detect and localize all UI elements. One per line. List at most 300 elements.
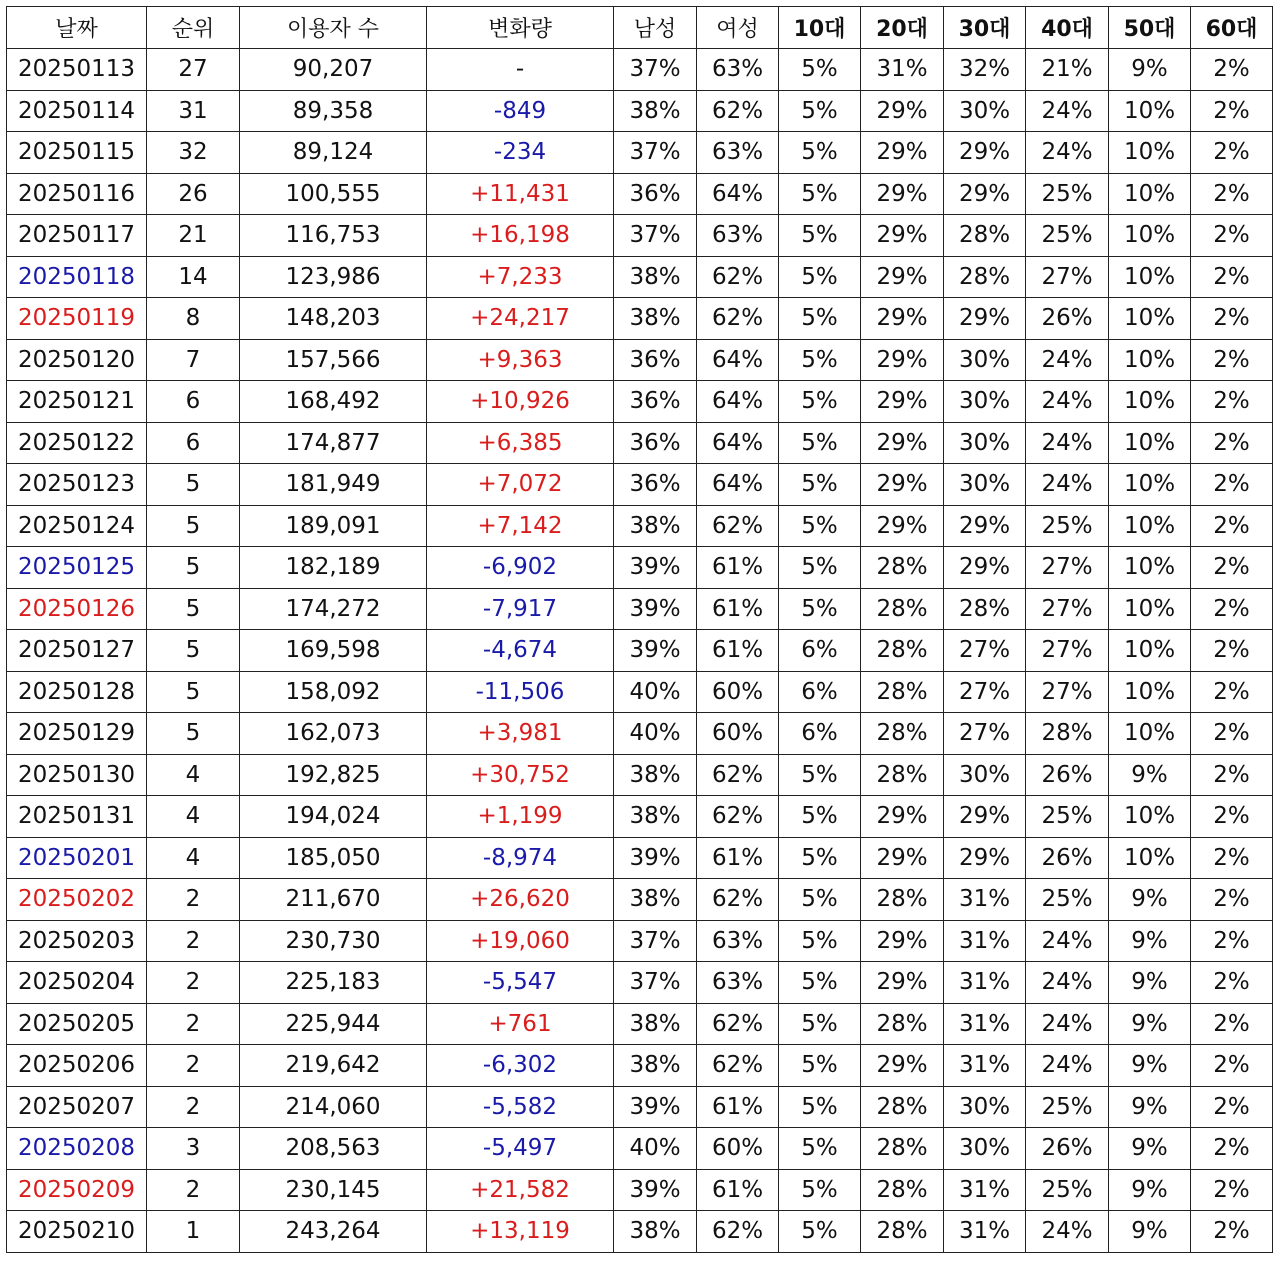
change-cell: +7,072 [427, 464, 614, 506]
age-50s-cell: 9% [1109, 1211, 1191, 1253]
users-cell: 168,492 [240, 381, 427, 423]
age-60s-cell: 2% [1191, 920, 1273, 962]
age-10s-cell: 5% [779, 298, 861, 340]
age-50s-cell: 10% [1109, 173, 1191, 215]
table-row [7, 49, 1273, 91]
rank-cell: 32 [147, 132, 240, 174]
date-cell: 20250127 [7, 630, 147, 672]
female-cell: 61% [697, 1086, 779, 1128]
age-60s-cell: 2% [1191, 588, 1273, 630]
age-60s-cell: 2% [1191, 1169, 1273, 1211]
date-cell: 20250204 [7, 962, 147, 1004]
table-row [7, 1211, 1273, 1253]
female-cell: 61% [697, 837, 779, 879]
age-40s-cell: 21% [1026, 49, 1109, 91]
users-cell: 158,092 [240, 671, 427, 713]
date-cell: 20250202 [7, 879, 147, 921]
rank-cell: 4 [147, 754, 240, 796]
age-10s-cell: 5% [779, 754, 861, 796]
age-60s-cell: 2% [1191, 713, 1273, 755]
age-40s-cell: 25% [1026, 173, 1109, 215]
table-row [7, 381, 1273, 423]
table-row [7, 132, 1273, 174]
age-30s-cell: 29% [944, 547, 1026, 589]
users-cell: 189,091 [240, 505, 427, 547]
change-cell: +7,142 [427, 505, 614, 547]
male-cell: 40% [614, 671, 697, 713]
table-row [7, 173, 1273, 215]
date-cell: 20250113 [7, 49, 147, 91]
age-10s-cell: 5% [779, 588, 861, 630]
age-30s-cell: 29% [944, 173, 1026, 215]
age-20s-cell: 29% [861, 381, 944, 423]
age-20s-cell: 29% [861, 962, 944, 1004]
age-50s-cell: 10% [1109, 796, 1191, 838]
date-cell: 20250114 [7, 90, 147, 132]
table-row [7, 464, 1273, 506]
age-60s-cell: 2% [1191, 1128, 1273, 1170]
age-30s-cell: 29% [944, 298, 1026, 340]
table-row [7, 754, 1273, 796]
age-60s-cell: 2% [1191, 464, 1273, 506]
age-20s-cell: 29% [861, 339, 944, 381]
age-40s-cell: 25% [1026, 505, 1109, 547]
table-row [7, 630, 1273, 672]
age-50s-cell: 10% [1109, 588, 1191, 630]
users-cell: 116,753 [240, 215, 427, 257]
age-20s-cell: 28% [861, 671, 944, 713]
rank-cell: 2 [147, 962, 240, 1004]
age-50s-cell: 10% [1109, 339, 1191, 381]
age-30s-cell: 31% [944, 1211, 1026, 1253]
age-40s-cell: 28% [1026, 713, 1109, 755]
header-change: 변화량 [427, 7, 614, 49]
age-20s-cell: 28% [861, 1211, 944, 1253]
age-20s-cell: 29% [861, 1045, 944, 1087]
age-10s-cell: 5% [779, 256, 861, 298]
rank-cell: 21 [147, 215, 240, 257]
male-cell: 39% [614, 547, 697, 589]
date-cell: 20250130 [7, 754, 147, 796]
header-date: 날짜 [7, 7, 147, 49]
table-row [7, 962, 1273, 1004]
change-cell: -11,506 [427, 671, 614, 713]
age-60s-cell: 2% [1191, 1045, 1273, 1087]
date-cell: 20250131 [7, 796, 147, 838]
users-cell: 174,272 [240, 588, 427, 630]
female-cell: 63% [697, 962, 779, 1004]
male-cell: 37% [614, 962, 697, 1004]
age-30s-cell: 32% [944, 49, 1026, 91]
age-10s-cell: 5% [779, 837, 861, 879]
age-60s-cell: 2% [1191, 422, 1273, 464]
table-row [7, 1045, 1273, 1087]
age-60s-cell: 2% [1191, 90, 1273, 132]
rank-cell: 26 [147, 173, 240, 215]
users-cell: 157,566 [240, 339, 427, 381]
age-20s-cell: 28% [861, 1086, 944, 1128]
age-50s-cell: 10% [1109, 505, 1191, 547]
age-10s-cell: 5% [779, 505, 861, 547]
age-30s-cell: 30% [944, 381, 1026, 423]
user-stats-table [6, 6, 1273, 1253]
rank-cell: 5 [147, 505, 240, 547]
users-cell: 208,563 [240, 1128, 427, 1170]
female-cell: 62% [697, 754, 779, 796]
age-10s-cell: 6% [779, 671, 861, 713]
female-cell: 62% [697, 1045, 779, 1087]
age-50s-cell: 9% [1109, 1045, 1191, 1087]
female-cell: 62% [697, 256, 779, 298]
age-30s-cell: 27% [944, 713, 1026, 755]
male-cell: 37% [614, 920, 697, 962]
age-20s-cell: 29% [861, 90, 944, 132]
date-cell: 20250129 [7, 713, 147, 755]
age-20s-cell: 29% [861, 837, 944, 879]
age-20s-cell: 28% [861, 547, 944, 589]
female-cell: 61% [697, 588, 779, 630]
male-cell: 38% [614, 298, 697, 340]
male-cell: 38% [614, 1211, 697, 1253]
age-40s-cell: 27% [1026, 547, 1109, 589]
change-cell: +7,233 [427, 256, 614, 298]
age-20s-cell: 29% [861, 256, 944, 298]
users-cell: 90,207 [240, 49, 427, 91]
female-cell: 64% [697, 173, 779, 215]
change-cell: +21,582 [427, 1169, 614, 1211]
age-40s-cell: 25% [1026, 1086, 1109, 1128]
age-30s-cell: 29% [944, 132, 1026, 174]
change-cell: +6,385 [427, 422, 614, 464]
age-40s-cell: 25% [1026, 796, 1109, 838]
age-30s-cell: 31% [944, 1169, 1026, 1211]
male-cell: 36% [614, 422, 697, 464]
age-20s-cell: 28% [861, 754, 944, 796]
age-40s-cell: 27% [1026, 256, 1109, 298]
female-cell: 60% [697, 1128, 779, 1170]
age-40s-cell: 24% [1026, 339, 1109, 381]
age-20s-cell: 28% [861, 879, 944, 921]
rank-cell: 2 [147, 1003, 240, 1045]
table-row [7, 796, 1273, 838]
users-cell: 162,073 [240, 713, 427, 755]
rank-cell: 7 [147, 339, 240, 381]
female-cell: 64% [697, 381, 779, 423]
age-50s-cell: 10% [1109, 630, 1191, 672]
date-cell: 20250210 [7, 1211, 147, 1253]
table-row [7, 588, 1273, 630]
age-10s-cell: 5% [779, 1211, 861, 1253]
change-cell: +1,199 [427, 796, 614, 838]
age-20s-cell: 29% [861, 505, 944, 547]
male-cell: 38% [614, 1003, 697, 1045]
rank-cell: 5 [147, 630, 240, 672]
users-cell: 194,024 [240, 796, 427, 838]
age-40s-cell: 24% [1026, 1045, 1109, 1087]
age-50s-cell: 10% [1109, 837, 1191, 879]
change-cell: -5,547 [427, 962, 614, 1004]
age-30s-cell: 30% [944, 339, 1026, 381]
rank-cell: 2 [147, 1086, 240, 1128]
age-40s-cell: 24% [1026, 132, 1109, 174]
change-cell: -234 [427, 132, 614, 174]
age-40s-cell: 27% [1026, 630, 1109, 672]
male-cell: 36% [614, 173, 697, 215]
header-age-30s: 30대 [944, 7, 1026, 49]
age-40s-cell: 24% [1026, 920, 1109, 962]
change-cell: -4,674 [427, 630, 614, 672]
rank-cell: 2 [147, 1169, 240, 1211]
age-20s-cell: 28% [861, 1003, 944, 1045]
change-cell: -6,902 [427, 547, 614, 589]
table-row [7, 90, 1273, 132]
age-50s-cell: 10% [1109, 422, 1191, 464]
table-row [7, 256, 1273, 298]
age-60s-cell: 2% [1191, 381, 1273, 423]
age-30s-cell: 31% [944, 879, 1026, 921]
users-cell: 192,825 [240, 754, 427, 796]
rank-cell: 6 [147, 422, 240, 464]
rank-cell: 4 [147, 796, 240, 838]
header-male: 남성 [614, 7, 697, 49]
users-cell: 100,555 [240, 173, 427, 215]
table-row [7, 1086, 1273, 1128]
female-cell: 61% [697, 547, 779, 589]
age-50s-cell: 10% [1109, 90, 1191, 132]
age-20s-cell: 28% [861, 713, 944, 755]
users-cell: 211,670 [240, 879, 427, 921]
change-cell: - [427, 49, 614, 91]
age-30s-cell: 30% [944, 1128, 1026, 1170]
age-30s-cell: 27% [944, 630, 1026, 672]
age-40s-cell: 24% [1026, 962, 1109, 1004]
users-cell: 89,358 [240, 90, 427, 132]
age-60s-cell: 2% [1191, 962, 1273, 1004]
age-50s-cell: 10% [1109, 298, 1191, 340]
date-cell: 20250126 [7, 588, 147, 630]
age-10s-cell: 5% [779, 1169, 861, 1211]
users-cell: 230,145 [240, 1169, 427, 1211]
female-cell: 63% [697, 132, 779, 174]
users-cell: 89,124 [240, 132, 427, 174]
table-row [7, 1169, 1273, 1211]
change-cell: +761 [427, 1003, 614, 1045]
age-40s-cell: 24% [1026, 464, 1109, 506]
age-60s-cell: 2% [1191, 505, 1273, 547]
table-row [7, 422, 1273, 464]
age-10s-cell: 5% [779, 1128, 861, 1170]
age-60s-cell: 2% [1191, 796, 1273, 838]
header-female: 여성 [697, 7, 779, 49]
rank-cell: 14 [147, 256, 240, 298]
age-30s-cell: 30% [944, 1086, 1026, 1128]
rank-cell: 5 [147, 464, 240, 506]
age-40s-cell: 24% [1026, 1211, 1109, 1253]
age-60s-cell: 2% [1191, 339, 1273, 381]
age-30s-cell: 28% [944, 588, 1026, 630]
users-cell: 148,203 [240, 298, 427, 340]
female-cell: 62% [697, 505, 779, 547]
female-cell: 62% [697, 298, 779, 340]
age-20s-cell: 29% [861, 464, 944, 506]
age-10s-cell: 5% [779, 132, 861, 174]
age-50s-cell: 9% [1109, 1003, 1191, 1045]
date-cell: 20250125 [7, 547, 147, 589]
header-age-10s: 10대 [779, 7, 861, 49]
age-20s-cell: 29% [861, 796, 944, 838]
female-cell: 60% [697, 713, 779, 755]
age-50s-cell: 9% [1109, 1169, 1191, 1211]
age-20s-cell: 29% [861, 173, 944, 215]
users-cell: 181,949 [240, 464, 427, 506]
change-cell: -7,917 [427, 588, 614, 630]
age-50s-cell: 10% [1109, 464, 1191, 506]
age-10s-cell: 6% [779, 713, 861, 755]
change-cell: +26,620 [427, 879, 614, 921]
age-40s-cell: 24% [1026, 1003, 1109, 1045]
age-60s-cell: 2% [1191, 298, 1273, 340]
age-30s-cell: 28% [944, 256, 1026, 298]
date-cell: 20250117 [7, 215, 147, 257]
table-row [7, 920, 1273, 962]
users-cell: 169,598 [240, 630, 427, 672]
age-50s-cell: 10% [1109, 713, 1191, 755]
age-60s-cell: 2% [1191, 215, 1273, 257]
age-10s-cell: 5% [779, 547, 861, 589]
male-cell: 39% [614, 1086, 697, 1128]
age-10s-cell: 5% [779, 1003, 861, 1045]
age-40s-cell: 25% [1026, 879, 1109, 921]
users-cell: 174,877 [240, 422, 427, 464]
age-10s-cell: 5% [779, 1086, 861, 1128]
male-cell: 36% [614, 464, 697, 506]
age-60s-cell: 2% [1191, 1086, 1273, 1128]
male-cell: 38% [614, 1045, 697, 1087]
male-cell: 39% [614, 837, 697, 879]
rank-cell: 2 [147, 1045, 240, 1087]
age-40s-cell: 27% [1026, 671, 1109, 713]
age-40s-cell: 24% [1026, 90, 1109, 132]
table-row [7, 215, 1273, 257]
change-cell: +11,431 [427, 173, 614, 215]
age-40s-cell: 26% [1026, 837, 1109, 879]
male-cell: 39% [614, 588, 697, 630]
age-30s-cell: 29% [944, 505, 1026, 547]
age-20s-cell: 28% [861, 630, 944, 672]
table-row [7, 298, 1273, 340]
female-cell: 64% [697, 422, 779, 464]
male-cell: 38% [614, 879, 697, 921]
rank-cell: 31 [147, 90, 240, 132]
header-age-20s: 20대 [861, 7, 944, 49]
age-60s-cell: 2% [1191, 1003, 1273, 1045]
female-cell: 62% [697, 1211, 779, 1253]
date-cell: 20250118 [7, 256, 147, 298]
users-cell: 243,264 [240, 1211, 427, 1253]
age-50s-cell: 9% [1109, 754, 1191, 796]
age-60s-cell: 2% [1191, 132, 1273, 174]
table-container [6, 6, 1273, 1253]
female-cell: 61% [697, 1169, 779, 1211]
table-row [7, 713, 1273, 755]
change-cell: +30,752 [427, 754, 614, 796]
age-20s-cell: 28% [861, 588, 944, 630]
male-cell: 38% [614, 90, 697, 132]
table-row [7, 505, 1273, 547]
age-30s-cell: 31% [944, 920, 1026, 962]
female-cell: 61% [697, 630, 779, 672]
age-50s-cell: 9% [1109, 1086, 1191, 1128]
table-row [7, 837, 1273, 879]
users-cell: 185,050 [240, 837, 427, 879]
age-20s-cell: 29% [861, 132, 944, 174]
header-rank: 순위 [147, 7, 240, 49]
age-40s-cell: 24% [1026, 422, 1109, 464]
rank-cell: 8 [147, 298, 240, 340]
age-40s-cell: 26% [1026, 754, 1109, 796]
age-10s-cell: 5% [779, 339, 861, 381]
age-60s-cell: 2% [1191, 1211, 1273, 1253]
female-cell: 63% [697, 49, 779, 91]
date-cell: 20250209 [7, 1169, 147, 1211]
age-10s-cell: 6% [779, 630, 861, 672]
age-60s-cell: 2% [1191, 256, 1273, 298]
age-40s-cell: 26% [1026, 298, 1109, 340]
age-10s-cell: 5% [779, 422, 861, 464]
age-10s-cell: 5% [779, 796, 861, 838]
male-cell: 37% [614, 49, 697, 91]
age-60s-cell: 2% [1191, 879, 1273, 921]
male-cell: 37% [614, 132, 697, 174]
change-cell: -5,582 [427, 1086, 614, 1128]
date-cell: 20250120 [7, 339, 147, 381]
rank-cell: 6 [147, 381, 240, 423]
male-cell: 36% [614, 339, 697, 381]
header-row [7, 7, 1273, 49]
change-cell: -849 [427, 90, 614, 132]
age-40s-cell: 26% [1026, 1128, 1109, 1170]
male-cell: 38% [614, 754, 697, 796]
users-cell: 123,986 [240, 256, 427, 298]
age-20s-cell: 31% [861, 49, 944, 91]
age-10s-cell: 5% [779, 962, 861, 1004]
female-cell: 60% [697, 671, 779, 713]
change-cell: +9,363 [427, 339, 614, 381]
date-cell: 20250119 [7, 298, 147, 340]
male-cell: 38% [614, 256, 697, 298]
age-50s-cell: 10% [1109, 132, 1191, 174]
users-cell: 225,183 [240, 962, 427, 1004]
date-cell: 20250205 [7, 1003, 147, 1045]
users-cell: 182,189 [240, 547, 427, 589]
age-60s-cell: 2% [1191, 837, 1273, 879]
users-cell: 214,060 [240, 1086, 427, 1128]
age-30s-cell: 29% [944, 796, 1026, 838]
age-40s-cell: 25% [1026, 215, 1109, 257]
male-cell: 39% [614, 630, 697, 672]
rank-cell: 3 [147, 1128, 240, 1170]
table-row [7, 339, 1273, 381]
age-40s-cell: 24% [1026, 381, 1109, 423]
date-cell: 20250124 [7, 505, 147, 547]
male-cell: 38% [614, 505, 697, 547]
header-users: 이용자 수 [240, 7, 427, 49]
female-cell: 64% [697, 464, 779, 506]
header-age-50s: 50대 [1109, 7, 1191, 49]
age-10s-cell: 5% [779, 464, 861, 506]
age-60s-cell: 2% [1191, 630, 1273, 672]
male-cell: 40% [614, 1128, 697, 1170]
